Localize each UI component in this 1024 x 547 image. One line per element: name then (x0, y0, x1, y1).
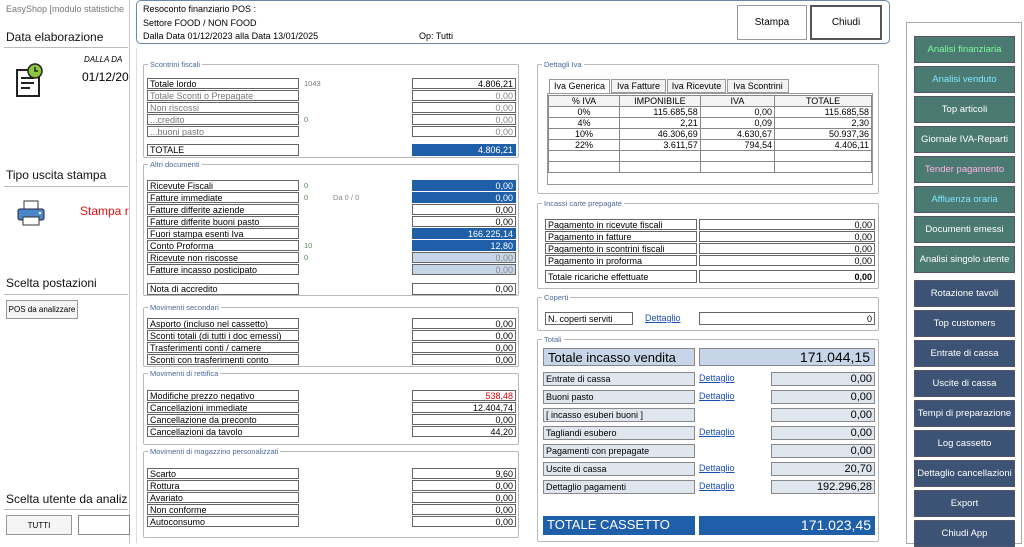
altri-value: 0,00 (412, 264, 516, 275)
totali-dettaglio-link[interactable]: Dettaglio (699, 427, 735, 437)
iva-empty-row (549, 162, 872, 173)
magazzino-value: 0,00 (412, 480, 516, 491)
scontrini-totale-value: 4.806,21 (412, 144, 516, 156)
scontrini-label: Totale Sconti o Prepagate (147, 90, 299, 101)
divider (4, 294, 128, 295)
altri-label: Fatture immediate (147, 192, 299, 203)
scontrini-value: 0,00 (412, 90, 516, 101)
altri-label: Ricevute non riscosse (147, 252, 299, 263)
movsec-value: 0,00 (412, 318, 516, 329)
menu-button[interactable]: Analisi venduto (914, 66, 1015, 93)
movsec-value: 0,00 (412, 342, 516, 353)
altri-label: Fuori stampa esenti Iva (147, 228, 299, 239)
altri-count: 0 (304, 181, 309, 190)
totali-legend: Totali (544, 335, 562, 344)
prepagate-value: 0,00 (699, 243, 875, 254)
printer-icon[interactable] (16, 199, 46, 227)
scontrini-value: 0,00 (412, 102, 516, 113)
stampa-button[interactable]: Stampa (737, 5, 807, 40)
iva-tab[interactable]: Iva Fatture (611, 79, 666, 93)
coperti-value: 0 (699, 312, 875, 325)
iva-cell: 0% (549, 107, 620, 118)
magazzino-label: Rottura (147, 480, 299, 491)
movsec-value: 0,00 (412, 330, 516, 341)
iva-empty-cell (549, 162, 620, 173)
report-sector: Settore FOOD / NON FOOD (143, 18, 257, 28)
menu-button[interactable]: Tender pagamento (914, 156, 1015, 183)
totali-value: 0,00 (771, 444, 875, 458)
menu-button[interactable]: Analisi finanziaria (914, 36, 1015, 63)
totale-cassetto-value: 171.023,45 (699, 516, 875, 535)
scontrini-value: 4.806,21 (412, 78, 516, 89)
magazzino-value: 0,00 (412, 504, 516, 515)
altri-label: Fatture differite aziende (147, 204, 299, 215)
menu-button[interactable]: Top articoli (914, 96, 1015, 123)
nota-accredito-label: Nota di accredito (147, 283, 299, 295)
chiudi-button[interactable]: Chiudi (810, 5, 882, 40)
menu-button[interactable]: Export (914, 490, 1015, 517)
scontrini-value: 0,00 (412, 126, 516, 137)
nota-accredito-value: 0,00 (412, 283, 516, 295)
magazzino-value: 0,00 (412, 492, 516, 503)
rettifica-label: Modifiche prezzo negativo (147, 390, 299, 401)
iva-empty-cell (775, 151, 872, 162)
movsec-value: 0,00 (412, 354, 516, 365)
iva-empty-cell (700, 162, 774, 173)
rettifica-value: 44,20 (412, 426, 516, 437)
divider (4, 47, 128, 48)
rettifica-value: 12.404,74 (412, 402, 516, 413)
iva-row (549, 140, 872, 151)
iva-cell: 46.306,69 (620, 129, 701, 140)
tutti-button[interactable]: TUTTI (6, 515, 72, 535)
rettifica-label: Cancellazione da preconto (147, 414, 299, 425)
main-content (136, 48, 890, 544)
iva-empty-cell (549, 151, 620, 162)
magazzino-label: Avariato (147, 492, 299, 503)
iva-cell: 115.685,58 (775, 107, 872, 118)
iva-tab[interactable]: Iva Generica (549, 79, 610, 93)
totali-label: Buoni pasto (543, 390, 695, 404)
altri-value: 0,00 (412, 192, 516, 203)
scelta-utente-heading: Scelta utente da analiz (6, 492, 128, 506)
menu-button[interactable]: Giornale IVA-Reparti (914, 126, 1015, 153)
movsec-label: Trasferimenti conti / camere (147, 342, 299, 353)
dalla-value: 01/12/20 (82, 70, 129, 84)
report-title: Resoconto finanziario POS : (143, 4, 257, 14)
totali-label: Entrate di cassa (543, 372, 695, 386)
iva-table (548, 95, 872, 173)
iva-row (549, 118, 872, 129)
prepagate-label: Pagamento in scontrini fiscali (545, 243, 697, 254)
magazzino-label: Autoconsumo (147, 516, 299, 527)
magazzino-value: 9,60 (412, 468, 516, 479)
iva-cell: 3.611,57 (620, 140, 701, 151)
prepagate-legend: Incassi carte prepagate (544, 199, 622, 208)
prepagate-totale-value: 0,00 (699, 270, 875, 283)
totali-label: Dettaglio pagamenti (543, 480, 695, 494)
totali-dettaglio-link[interactable]: Dettaglio (699, 463, 735, 473)
movimenti-magazzino-legend: Movimenti di magazzino personalizzati (150, 447, 279, 456)
rettifica-label: Cancellazioni immediate (147, 402, 299, 413)
scontrini-label: Totale lordo (147, 78, 299, 89)
iva-cell: 0,00 (700, 107, 774, 118)
menu-button[interactable]: Log cassetto (914, 430, 1015, 457)
altri-value: 12,80 (412, 240, 516, 251)
totali-label: Uscite di cassa (543, 462, 695, 476)
stampa-label: Stampa r (80, 204, 129, 218)
totale-cassetto-label: TOTALE CASSETTO (543, 516, 695, 535)
altri-label: Ricevute Fiscali (147, 180, 299, 191)
iva-header: IVA (700, 96, 774, 107)
left-panel (0, 0, 130, 544)
report-operator: Op: Tutti (419, 31, 454, 41)
menu-button[interactable]: Tempi di preparazione (914, 400, 1015, 427)
iva-cell: 0,09 (700, 118, 774, 129)
iva-cell: 50.937,36 (775, 129, 872, 140)
dalla-label: DALLA DA (84, 55, 123, 64)
movsec-label: Sconti totali (di tutti i doc emessi) (147, 330, 299, 341)
coperti-legend: Coperti (544, 293, 569, 302)
iva-cell: 2,30 (775, 118, 872, 129)
totali-value: 0,00 (771, 390, 875, 404)
iva-empty-row (549, 151, 872, 162)
report-date-range: Dalla Data 01/12/2023 alla Data 13/01/2025 (143, 31, 319, 41)
app-title: EasyShop [modulo statistiche (6, 4, 125, 14)
totali-value: 0,00 (771, 372, 875, 386)
totali-value: 0,00 (771, 408, 875, 422)
altri-value: 0,00 (412, 216, 516, 227)
altri-documenti-legend: Altri documenti (150, 160, 200, 169)
scontrini-label: Non riscossi (147, 102, 299, 113)
iva-cell: 22% (549, 140, 620, 151)
magazzino-label: Scarto (147, 468, 299, 479)
scontrini-count: 1043 (304, 79, 321, 88)
altri-extra: Da 0 / 0 (333, 193, 360, 202)
prepagate-label: Pagamento in ricevute fiscali (545, 219, 697, 230)
totali-dettaglio-link[interactable]: Dettaglio (699, 391, 735, 401)
calendar-clock-icon (14, 62, 44, 98)
prepagate-label: Pagamento in fatture (545, 231, 697, 242)
iva-header: TOTALE (775, 96, 872, 107)
pos-button[interactable]: POS da analizzare (6, 300, 78, 319)
totali-label: Pagamenti con prepagate (543, 444, 695, 458)
movimenti-secondari-legend: Movimenti secondari (150, 303, 219, 312)
iva-row (549, 107, 872, 118)
magazzino-label: Non conforme (147, 504, 299, 515)
menu-button[interactable]: Uscite di cassa (914, 370, 1015, 397)
altri-label: Fatture incasso posticipato (147, 264, 299, 275)
movimenti-rettifica-legend: Movimenti di rettifica (150, 369, 219, 378)
prepagate-value: 0,00 (699, 219, 875, 230)
tipo-uscita-heading: Tipo uscita stampa (6, 168, 107, 182)
movsec-label: Sconti con trasferimenti conto (147, 354, 299, 365)
altri-count: 0 (304, 253, 309, 262)
user-input[interactable] (78, 515, 130, 535)
totali-dettaglio-link[interactable]: Dettaglio (699, 373, 735, 383)
scontrini-totale-label: TOTALE (147, 144, 299, 156)
totali-dettaglio-link[interactable]: Dettaglio (699, 481, 735, 491)
iva-cell: 10% (549, 129, 620, 140)
menu-button[interactable]: Affluenza oraria (914, 186, 1015, 213)
rettifica-value: 538,48 (412, 390, 516, 401)
iva-tab[interactable]: Iva Scontrini (727, 79, 789, 93)
altri-count: 0 (304, 193, 309, 202)
rettifica-value: 0,00 (412, 414, 516, 425)
scelta-postazioni-heading: Scelta postazioni (6, 276, 97, 290)
divider (4, 509, 128, 510)
scontrini-label: ...credito (147, 114, 299, 125)
coperti-label: N. coperti serviti (545, 312, 633, 325)
iva-cell: 2,21 (620, 118, 701, 129)
altri-count: 10 (304, 241, 313, 250)
scontrini-value: 0,00 (412, 114, 516, 125)
altri-value: 0,00 (412, 252, 516, 263)
magazzino-value: 0,00 (412, 516, 516, 527)
iva-cell: 4.406,11 (775, 140, 872, 151)
scontrini-count: 0 (304, 115, 309, 124)
iva-cell: 794,54 (700, 140, 774, 151)
altri-value: 166.225,14 (412, 228, 516, 239)
prepagate-totale-label: Totale ricariche effettuate (545, 270, 697, 283)
totali-label: [ incasso esuberi buoni ] (543, 408, 695, 422)
iva-cell: 115.685,58 (620, 107, 701, 118)
totale-incasso-label: Totale incasso vendita (543, 348, 695, 366)
iva-row (549, 129, 872, 140)
iva-empty-cell (700, 151, 774, 162)
altri-value: 0,00 (412, 180, 516, 191)
iva-cell: 4% (549, 118, 620, 129)
report-header (136, 0, 890, 44)
iva-empty-cell (775, 162, 872, 173)
dettagli-iva-legend: Dettagli Iva (544, 60, 582, 69)
totali-value: 192.296,28 (771, 480, 875, 494)
altri-value: 0,00 (412, 204, 516, 215)
menu-button[interactable]: Chiudi App (914, 520, 1015, 547)
prepagate-value: 0,00 (699, 255, 875, 266)
iva-header: % IVA (549, 96, 620, 107)
iva-tab[interactable]: Iva Ricevute (667, 79, 726, 93)
menu-button[interactable]: Documenti emessi (914, 216, 1015, 243)
coperti-dettaglio-link[interactable]: Dettaglio (645, 313, 681, 323)
totali-label: Tagliandi esubero (543, 426, 695, 440)
rettifica-label: Cancellazioni da tavolo (147, 426, 299, 437)
prepagate-label: Pagamento in proforma (545, 255, 697, 266)
right-menu (906, 22, 1022, 544)
iva-header: IMPONIBILE (620, 96, 701, 107)
altri-label: Fatture differite buoni pasto (147, 216, 299, 227)
scontrini-label: ...buoni pasto (147, 126, 299, 137)
menu-button[interactable]: Top customers (914, 310, 1015, 337)
menu-button[interactable]: Analisi singolo utente (914, 246, 1015, 273)
menu-button[interactable]: Dettaglio cancellazioni (914, 460, 1015, 487)
movsec-label: Asporto (incluso nel cassetto) (147, 318, 299, 329)
totali-value: 0,00 (771, 426, 875, 440)
altri-label: Conto Proforma (147, 240, 299, 251)
prepagate-value: 0,00 (699, 231, 875, 242)
iva-cell: 4.630,67 (700, 129, 774, 140)
menu-button[interactable]: Rotazione tavoli (914, 280, 1015, 307)
totali-value: 20,70 (771, 462, 875, 476)
menu-button[interactable]: Entrate di cassa (914, 340, 1015, 367)
iva-empty-cell (620, 162, 701, 173)
totale-incasso-value: 171.044,15 (699, 348, 875, 366)
divider (4, 186, 128, 187)
data-elaborazione-heading: Data elaborazione (6, 30, 104, 44)
scontrini-legend: Scontrini fiscali (150, 60, 201, 69)
iva-empty-cell (620, 151, 701, 162)
